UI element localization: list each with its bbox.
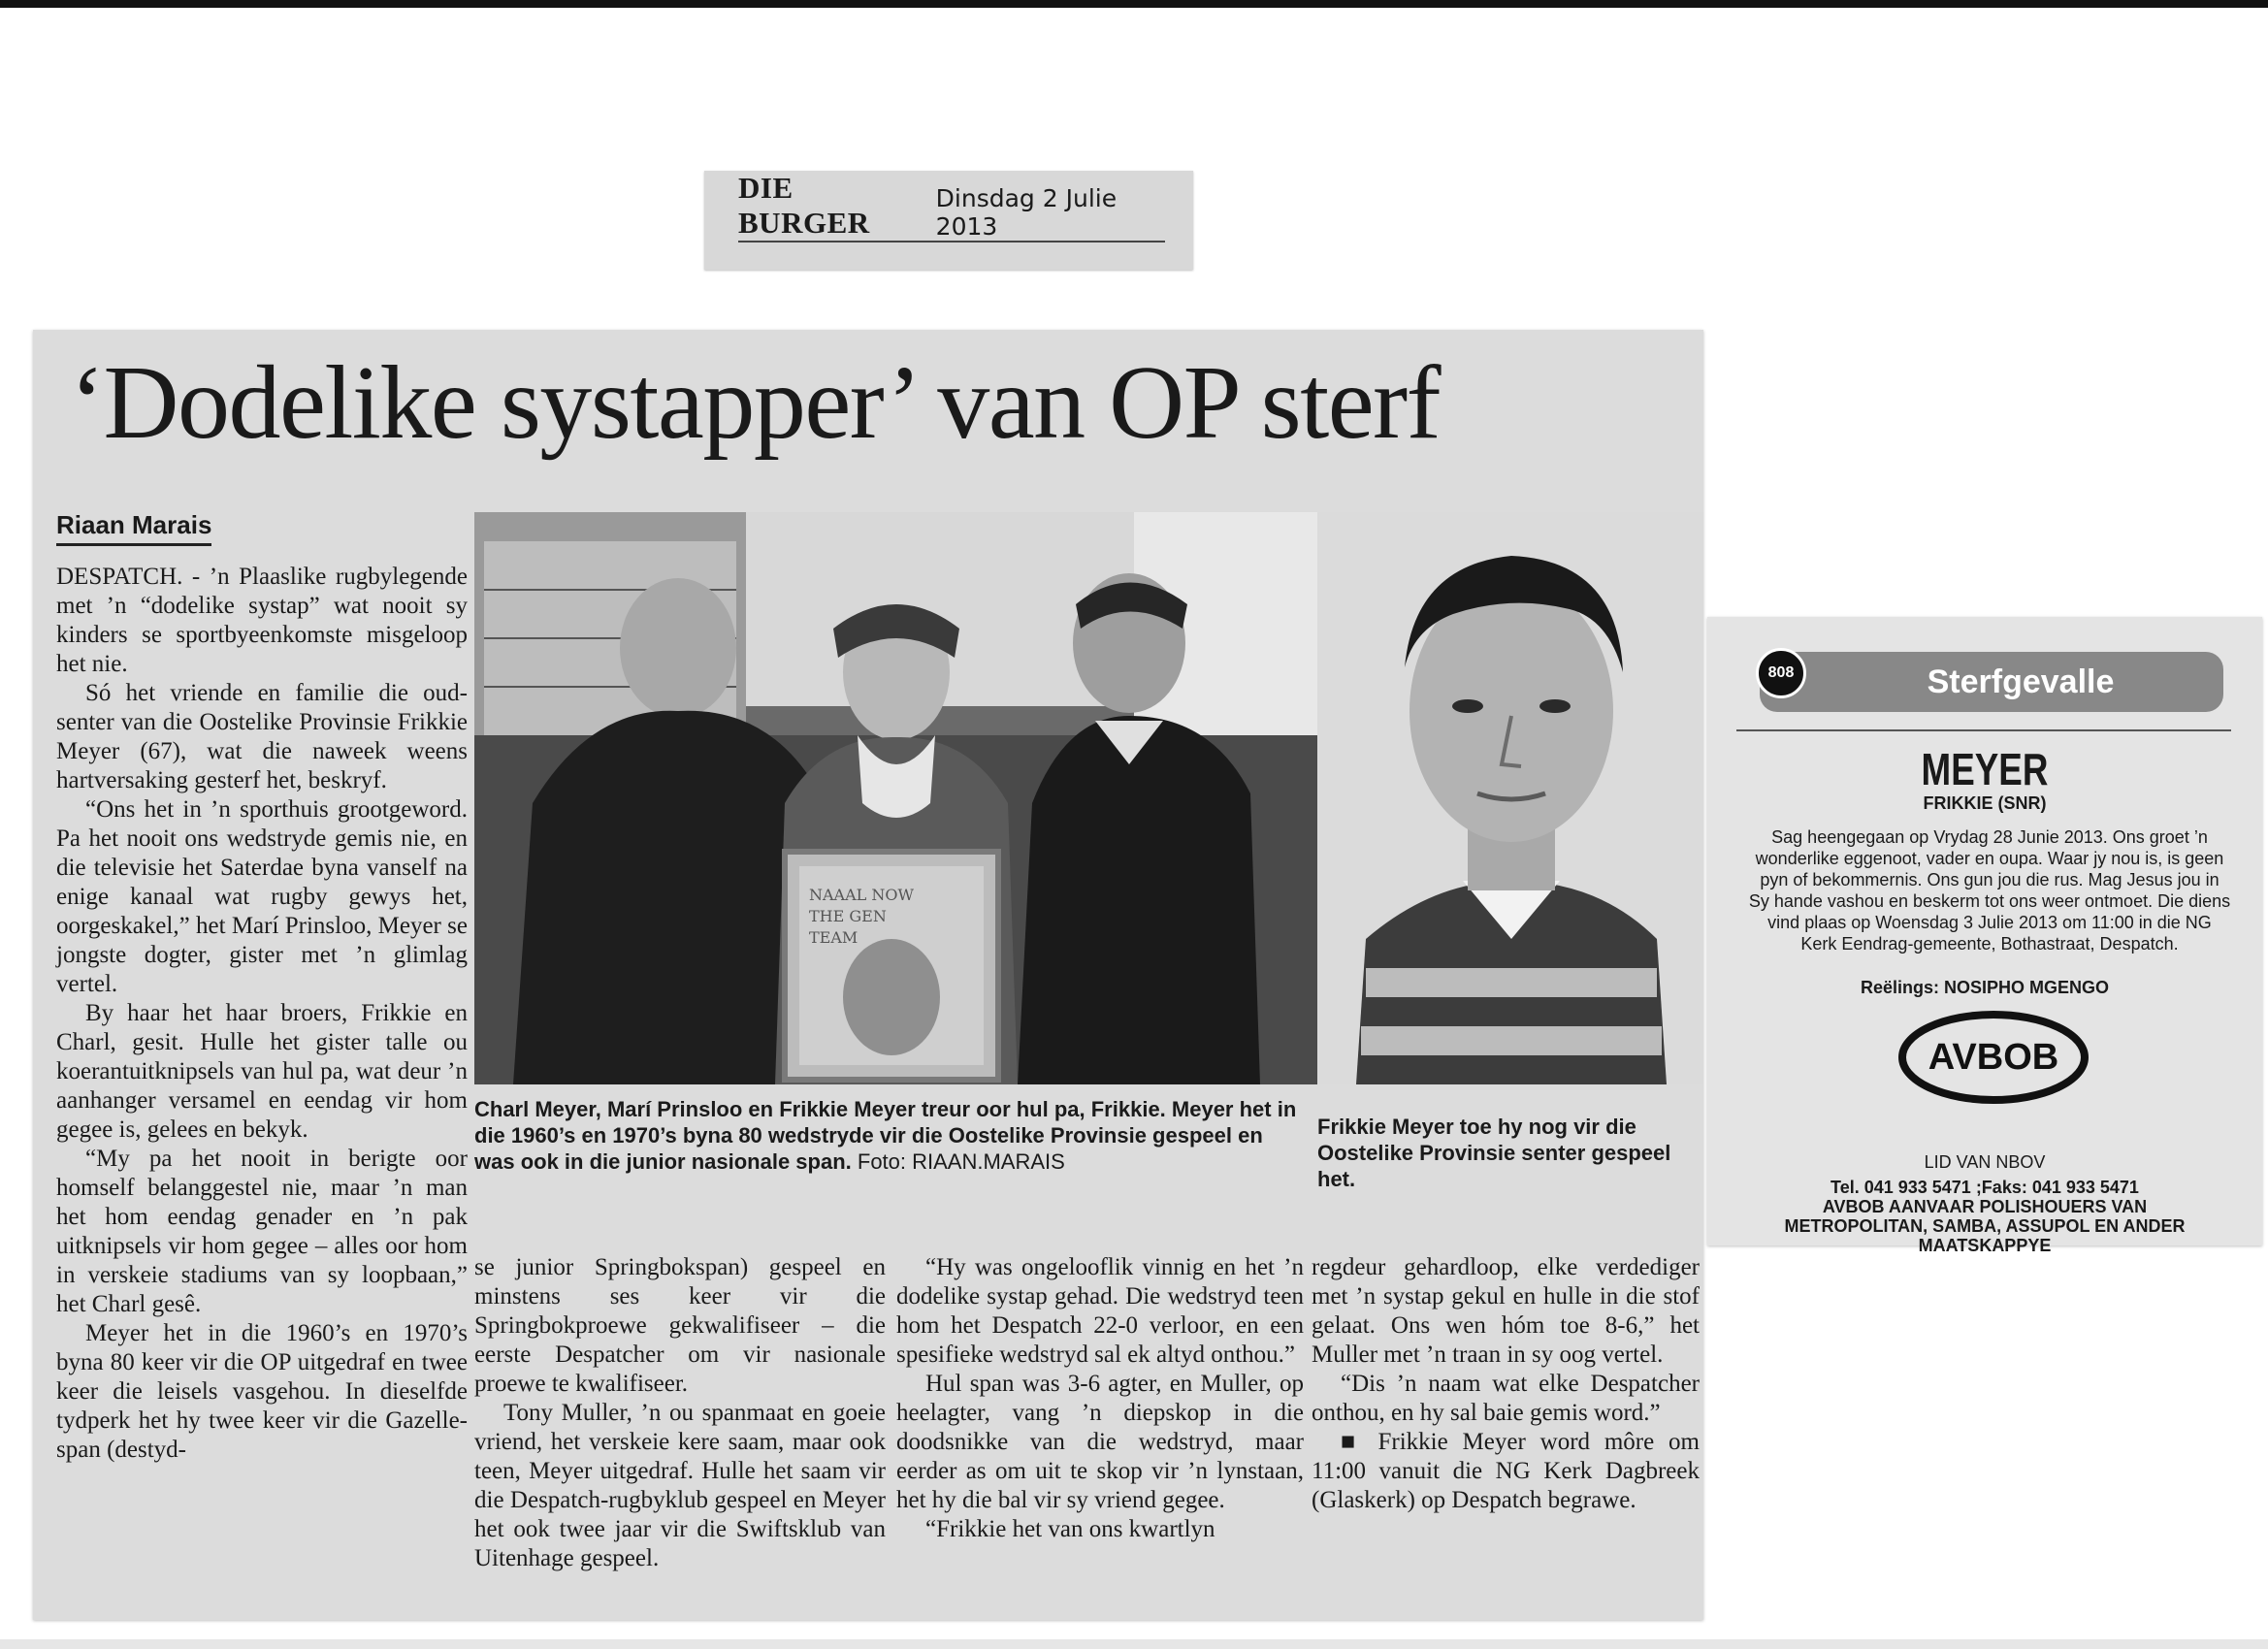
section-number-badge: 808 (1756, 648, 1806, 698)
membership: LID VAN NBOV (1924, 1152, 2046, 1172)
paragraph: By haar het haar broers, Frikkie en Charl, gesit. Hulle het gister talle ou koerantuitknipsels van hul pa, wat deur ’n aanhanger versamel en eendag vir hom gegee is, gelees en bekyk. (56, 1000, 468, 1143)
scan-top-edge (0, 0, 2268, 8)
family-photo (474, 512, 1323, 1084)
paragraph: “Frikkie het van ons kwartlyn (925, 1516, 1215, 1542)
notice-text: Sag heengegaan op Vrydag 28 Junie 2013. Ons groet ’n wonderlike eggenoot, vader en oupa. Waar jy nou is, is geen pyn of bekommernis. Ons gun jou die rus. Mag Jesus jou in Sy hande vashou en beskerm tot ons weer ontmoet. Die diens vind plaas op Woensdag 3 Julie 2013 om 11:00 in die NG Kerk Eendrag-gemeente, Bothastraat, Despatch. (1748, 827, 2231, 954)
portrait-photo (1317, 512, 1703, 1084)
photo-caption-2: Frikkie Meyer toe hy nog vir die Oostelike Provinsie senter gespeel het. (1317, 1115, 1671, 1191)
article-column-4 (1312, 1253, 1700, 1515)
masthead-line (738, 171, 1165, 242)
byline: Riaan Marais (56, 510, 211, 546)
deceased-firstname: FRIKKIE (SNR) (1923, 793, 2047, 813)
avbob-logo (1896, 1009, 2090, 1106)
arrangements: Reëlings: NOSIPHO MGENGO (1860, 978, 2110, 997)
masthead-clipping (704, 171, 1193, 270)
death-notice-clipping (1707, 617, 2262, 1255)
photo-caption-1 (474, 1096, 1309, 1175)
newspaper-name: DIE BURGER (738, 171, 870, 240)
paragraph: “Hy was ongelooflik vinnig en het ’n dodelike systap gehad. Die wedstryd teen hom het Despatch 22-0 verloor, en een spesifieke wedstryd sal ek altyd onthou.” (896, 1254, 1304, 1368)
paragraph: “My pa het nooit in berigte oor homself belanggestel nie, maar ’n man het hom eendag genader en ’n pak uitknipsels vir hom gegee – alles oor hom in verskeie stadiums van sy loopbaan,” het Charl gesê. (56, 1146, 468, 1317)
article-column-2 (474, 1253, 886, 1573)
paragraph: “Dis ’n naam wat elke Despatcher onthou, en hy sal baie gemis word.” (1312, 1371, 1700, 1426)
svg-text:THE GEN: THE GEN (809, 907, 887, 925)
paragraph: Tony Muller, ’n ou spanmaat en goeie vriend, het verskeie kere saam, maar ook teen, Meyer uitgedraf. Hulle het saam vir die Despatch-rugbyklub gespeel en Meyer het ook twee jaar vir die Swiftsklub van Uitenhage gespeel. (474, 1400, 886, 1571)
paragraph: regdeur gehardloop, elke verdediger met ’n systap gekul en hulle in die stof gelaat. Ons wen hóm toe 8-6,” het Muller met ’n traan in sy oog vertel. (1312, 1254, 1700, 1368)
svg-text:TEAM: TEAM (809, 928, 859, 947)
paragraph: Hul span was 3-6 agter, en Muller, op heelagter, vang ’n diepskop in die doodsnikke van die wedstryd, maar eerder as om uit te skop vir ’n lynstaan, het hy die bal vir sy vriend gegee. (896, 1371, 1304, 1513)
paragraph: ■ Frikkie Meyer word môre om 11:00 vanuit die NG Kerk Dagbreek (Glaskerk) op Despatch begrawe. (1312, 1429, 1700, 1513)
paragraph: Só het vriende en familie die oud-senter van die Oostelike Provinsie Frikkie Meyer (67), wat die naweek weens hartversaking gesterf het, beskryf. (56, 680, 468, 793)
contact-info (1707, 1178, 2262, 1255)
notice-section-header: Sterfgevalle (1760, 652, 2223, 712)
paragraph: DESPATCH. - ’n Plaaslike rugbylegende met ’n “dodelike systap” wat nooit sy kinders se sportbyeenkomste misgeloop het nie. (56, 564, 468, 677)
contact-line: METROPOLITAN, SAMBA, ASSUPOL EN ANDER (1784, 1216, 2186, 1236)
caption-text: Charl Meyer, Marí Prinsloo en Frikkie Meyer treur oor hul pa, Frikkie. Meyer het in die 1960’s en 1970’s byna 80 wedstryde vir die Oostelike Provinsie gespeel en was ook in die junior nasionale span. (474, 1097, 1297, 1174)
paragraph: se junior Springbokspan) gespeel en minstens ses keer vir die Springbokproewe gekwalifiseer – die eerste Despatcher om vir nasionale proewe te kwalifiseer. (474, 1254, 886, 1397)
contact-line: Tel. 041 933 5471 ;Faks: 041 933 5471 (1831, 1178, 2139, 1197)
photo-credit: Foto: RIAAN.MARAIS (857, 1149, 1065, 1174)
sign-text: NAAAL NOW (809, 886, 914, 904)
article-column-1 (56, 563, 468, 1465)
deceased-surname: MEYER (1921, 744, 2049, 794)
contact-line: MAATSKAPPYE (1918, 1236, 2052, 1255)
scan-bottom-edge (0, 1639, 2268, 1649)
paragraph: “Ons het in ’n sporthuis grootgeword. Pa het nooit ons wedstryde gemis nie, en die televisie het Saterdae byna vanself na enige kanaal wat rugby gewys het, oorgeskakel,” het Marí Prinsloo, Meyer se jongste dogter, gister met ’n glimlag vertel. (56, 796, 468, 997)
paragraph: Meyer het in die 1960’s en 1970’s byna 80 keer vir die OP uitgedraf en twee keer die leisels vasgehou. In dieselfde tydperk het hy twee keer vir die Gazelle-span (destyd- (56, 1320, 468, 1463)
article-column-3 (896, 1253, 1304, 1544)
headline: ‘Dodelike systapper’ van OP sterf (70, 345, 1441, 461)
divider (1736, 729, 2231, 731)
article-clipping (33, 330, 1703, 1620)
logo-text: AVBOB (1928, 1037, 2059, 1078)
contact-line: AVBOB AANVAAR POLISHOUERS VAN (1822, 1197, 2148, 1216)
publication-date: Dinsdag 2 Julie 2013 (935, 184, 1118, 241)
